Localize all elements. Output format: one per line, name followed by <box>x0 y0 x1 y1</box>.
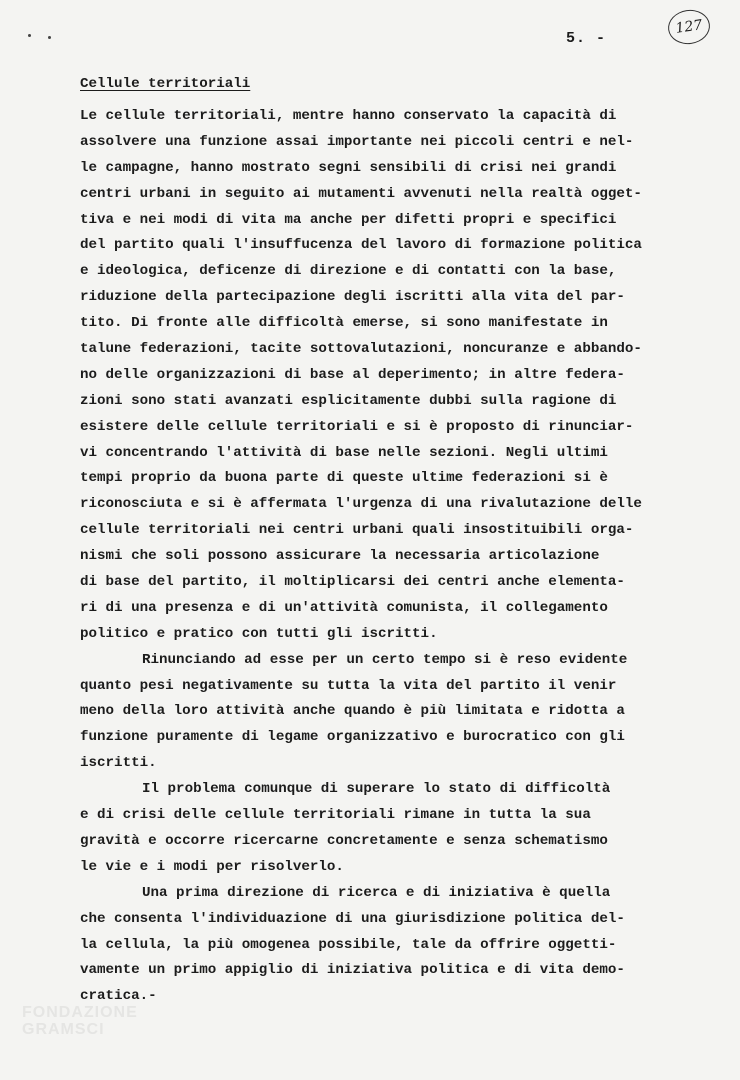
watermark-line: FONDAZIONE <box>22 1004 138 1021</box>
text-line: iscritti. <box>80 755 157 772</box>
text-line: tito. Di fronte alle difficoltà emerse, si sono manifestate in <box>80 315 608 332</box>
margin-dot <box>48 36 51 39</box>
text-line: assolvere una funzione assai importante nei piccoli centri e nel- <box>80 133 634 150</box>
text-line: funzione puramente di legame organizzativo e burocratico con gli <box>80 729 625 746</box>
text-line: cellule territoriali nei centri urbani quali insostituibili orga- <box>80 522 634 539</box>
text-line: e di crisi delle cellule territoriali rimane in tutta la sua <box>80 807 591 824</box>
text-line: zioni sono stati avanzati esplicitamente dubbi sulla ragione di <box>80 392 617 409</box>
text-line: Le cellule territoriali, mentre hanno conservato la capacità di <box>80 108 617 124</box>
text-line: quanto pesi negativamente su tutta la vita del partito il venir <box>80 677 617 694</box>
section-title: Cellule territoriali <box>80 76 251 92</box>
text-line: del partito quali l'insuffucenza del lavoro di formazione politica <box>80 237 642 254</box>
text-line: le campagne, hanno mostrato segni sensibili di crisi nei grandi <box>80 159 617 176</box>
text-line: che consenta l'individuazione di una giurisdizione politica del- <box>80 910 625 927</box>
text-line: cratica.- <box>80 988 157 1005</box>
text-line: esistere delle cellule territoriali e si è proposto di rinunciar- <box>80 418 634 435</box>
body-text <box>80 104 680 1010</box>
text-line: le vie e i modi per risolverlo. <box>80 858 344 875</box>
text-line: di base del partito, il moltiplicarsi dei centri anche elementa- <box>80 574 625 591</box>
text-line: riduzione della partecipazione degli iscritti alla vita del par- <box>80 289 625 306</box>
watermark <box>22 1004 138 1038</box>
archive-stamp: 127 <box>666 7 712 47</box>
margin-dot <box>28 34 31 37</box>
text-line: talune federazioni, tacite sottovalutazioni, noncuranze e abbando- <box>80 341 642 358</box>
text-line: nismi che soli possono assicurare la necessaria articolazione <box>80 548 600 565</box>
text-line: e ideologica, deficenze di direzione e di contatti con la base, <box>80 263 617 280</box>
text-line: vamente un primo appiglio di iniziativa politica e di vita demo- <box>80 962 625 979</box>
text-line: vi concentrando l'attività di base nelle sezioni. Negli ultimi <box>80 444 608 461</box>
text-line: tiva e nei modi di vita ma anche per difetti propri e specifici <box>80 211 617 228</box>
text-line: meno della loro attività anche quando è più limitata e ridotta a <box>80 703 625 720</box>
watermark-line: GRAMSCI <box>22 1021 105 1038</box>
text-line: tempi proprio da buona parte di queste ultime federazioni si è <box>80 470 608 487</box>
text-line: Il problema comunque di superare lo stato di difficoltà <box>142 781 611 798</box>
text-line: politico e pratico con tutti gli iscritti. <box>80 625 438 642</box>
text-line: centri urbani in seguito ai mutamenti avvenuti nella realtà ogget- <box>80 185 642 202</box>
text-line: ri di una presenza e di un'attività comunista, il collegamento <box>80 599 608 616</box>
page-number: 5. - <box>566 30 607 47</box>
text-line: riconosciuta e si è affermata l'urgenza di una rivalutazione delle <box>80 496 642 513</box>
text-line: Una prima direzione di ricerca e di iniziativa è quella <box>142 884 611 901</box>
text-line: no delle organizzazioni di base al deperimento; in altre federa- <box>80 366 625 383</box>
text-line: Rinunciando ad esse per un certo tempo si è reso evidente <box>142 651 628 668</box>
text-line: gravità e occorre ricercarne concretamente e senza schematismo <box>80 832 608 849</box>
text-line: la cellula, la più omogenea possibile, tale da offrire oggetti- <box>80 936 617 953</box>
